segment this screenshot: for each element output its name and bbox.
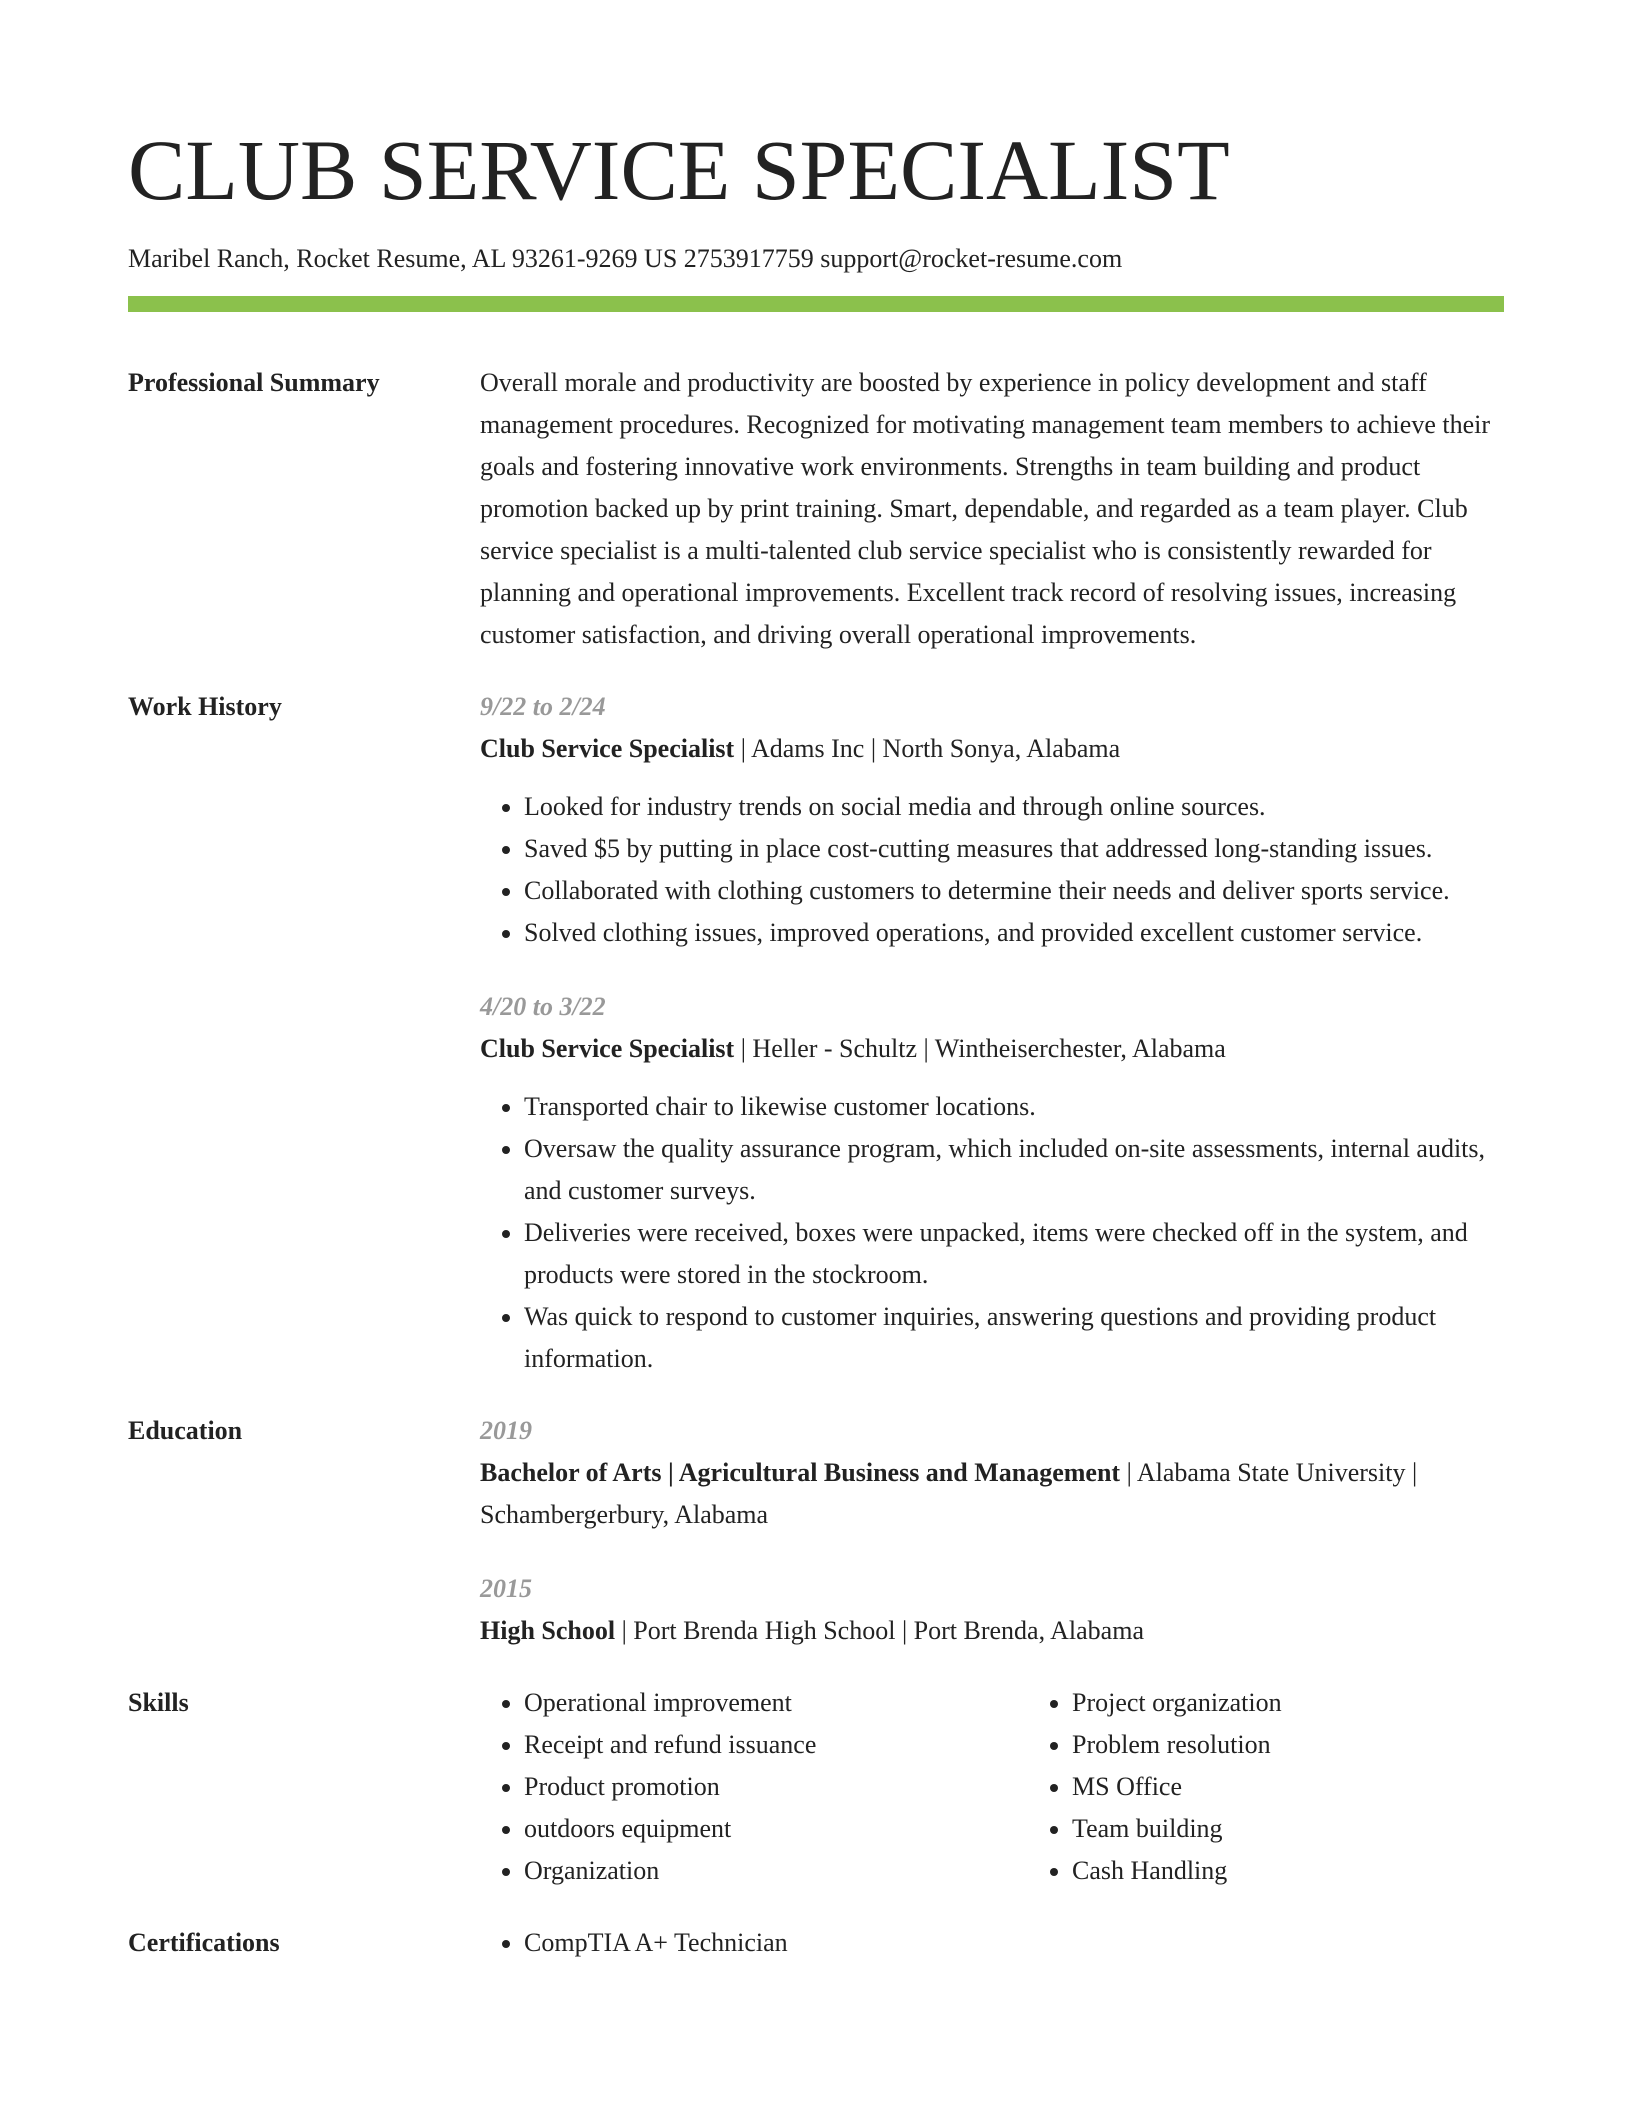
- education-details: | Port Brenda High School | Port Brenda, Alabama: [615, 1616, 1144, 1645]
- degree: Bachelor of Arts | Agricultural Business and Management: [480, 1458, 1121, 1487]
- education-entry: [480, 1410, 1504, 1536]
- list-item: • Solved clothing issues, improved operations, and provided excellent customer service.: [524, 912, 1504, 954]
- list-item: • Transported chair to likewise customer locations.: [524, 1086, 1504, 1128]
- contact-line: Maribel Ranch, Rocket Resume, AL 93261-9269 US 2753917759 support@rocket-resume.com: [128, 244, 1123, 273]
- list-item: • Collaborated with clothing customers to determine their needs and deliver sports service.: [524, 870, 1504, 912]
- section-label: Skills: [128, 1688, 189, 1717]
- section-label: Certifications: [128, 1928, 280, 1957]
- list-item: • Oversaw the quality assurance program, which included on-site assessments, internal audits, and customer surveys.: [524, 1128, 1504, 1212]
- job-heading: [480, 1028, 1504, 1070]
- education-heading: [480, 1452, 1504, 1536]
- degree: High School: [480, 1616, 616, 1645]
- accent-divider: [128, 296, 1504, 312]
- professional-summary-section: [128, 362, 1504, 656]
- list-item: • Product promotion: [524, 1766, 1028, 1808]
- list-item: • MS Office: [1072, 1766, 1282, 1808]
- job-details: | Adams Inc | North Sonya, Alabama: [734, 734, 1121, 763]
- list-item: • Looked for industry trends on social media and through online sources.: [524, 786, 1504, 828]
- certifications-section: [128, 1922, 1504, 1964]
- list-item: • CompTIA A+ Technician: [524, 1922, 1504, 1964]
- job-entry: [480, 686, 1504, 954]
- list-item: • outdoors equipment: [524, 1808, 1028, 1850]
- education-entry: [480, 1568, 1504, 1652]
- list-item: • Operational improvement: [524, 1682, 1028, 1724]
- job-heading: [480, 728, 1504, 770]
- education-details: | Alabama State University | Schambergerbury, Alabama: [480, 1458, 1418, 1529]
- list-item: • Project organization: [1072, 1682, 1282, 1724]
- resume-title: CLUB SERVICE SPECIALIST: [128, 122, 1230, 218]
- skills-list: [1028, 1682, 1282, 1892]
- summary-text: Overall morale and productivity are boosted by experience in policy development and staff management procedures. Recognized for motivating management team members to achieve their goals and fostering innovative work environments. Strengths in team building and product promotion backed up by print training. Smart, dependable, and regarded as a team player. Club service specialist is a multi-talented club service specialist who is consistently rewarded for planning and operational improvements. Excellent track record of resolving issues, increasing customer satisfaction, and driving overall operational improvements.: [480, 368, 1491, 649]
- work-history-section: [128, 686, 1504, 1380]
- section-label: Work History: [128, 692, 282, 721]
- job-details: | Heller - Schultz | Wintheiserchester, Alabama: [734, 1034, 1226, 1063]
- job-entry: [480, 986, 1504, 1380]
- job-bullets: [480, 786, 1504, 954]
- education-year: 2015: [480, 1574, 532, 1603]
- certifications-list: [480, 1922, 1504, 1964]
- list-item: • Saved $5 by putting in place cost-cutting measures that addressed long-standing issues.: [524, 828, 1504, 870]
- list-item: • Organization: [524, 1850, 1028, 1892]
- resume-page: [128, 120, 1504, 1964]
- job-dates: 4/20 to 3/22: [480, 992, 606, 1021]
- job-title: Club Service Specialist: [480, 1034, 735, 1063]
- list-item: • Cash Handling: [1072, 1850, 1282, 1892]
- list-item: • Team building: [1072, 1808, 1282, 1850]
- skills-list: [480, 1682, 1028, 1892]
- job-bullets: [480, 1086, 1504, 1380]
- list-item: • Receipt and refund issuance: [524, 1724, 1028, 1766]
- job-dates: 9/22 to 2/24: [480, 692, 606, 721]
- skills-section: [128, 1682, 1504, 1892]
- education-heading: [480, 1610, 1504, 1652]
- job-title: Club Service Specialist: [480, 734, 735, 763]
- list-item: • Was quick to respond to customer inquiries, answering questions and providing product information.: [524, 1296, 1504, 1380]
- education-year: 2019: [480, 1416, 532, 1445]
- skills-columns: [480, 1682, 1504, 1892]
- section-label: Professional Summary: [128, 368, 380, 397]
- section-label: Education: [128, 1416, 243, 1445]
- education-section: [128, 1410, 1504, 1652]
- list-item: • Problem resolution: [1072, 1724, 1282, 1766]
- list-item: • Deliveries were received, boxes were unpacked, items were checked off in the system, and products were stored in the stockroom.: [524, 1212, 1504, 1296]
